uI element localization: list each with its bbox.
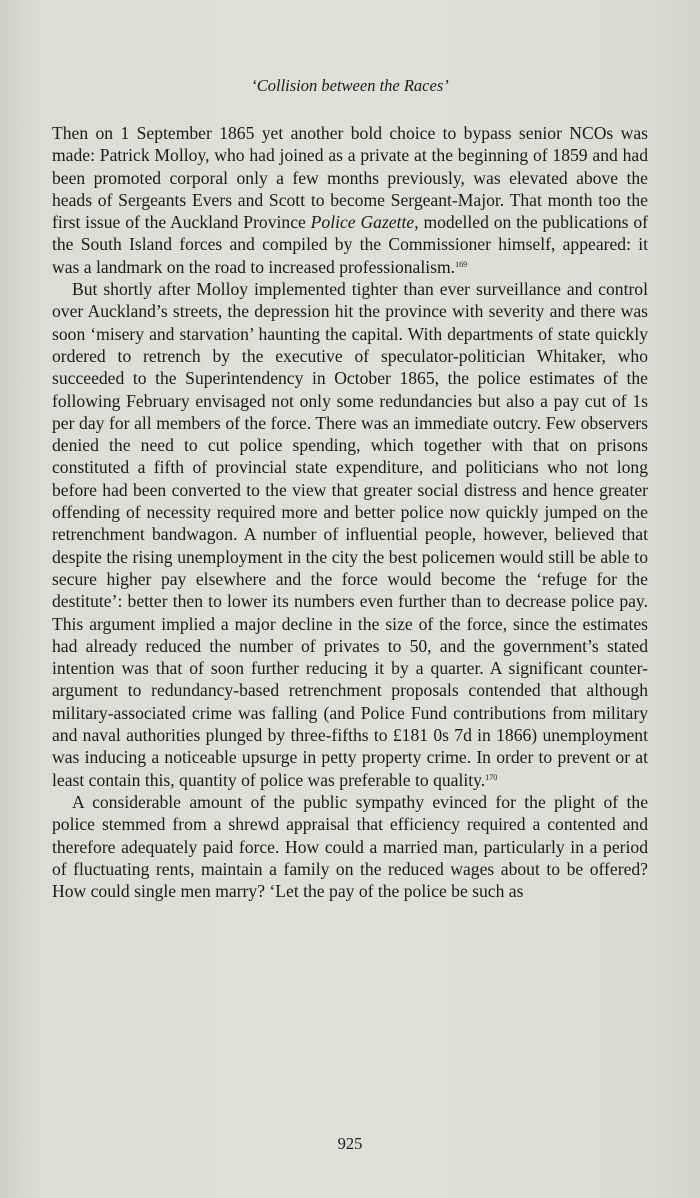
running-head: ‘Collision between the Races’	[251, 76, 449, 95]
text-run: , modelled on the publications of the South Island forces and compiled by the Commissioner himself, appeared: it was a landmark on the road to increased professionalism.	[52, 212, 648, 277]
paragraph-2	[52, 278, 648, 791]
text-run: But shortly after Molloy implemented tighter than ever surveillance and control over Auckland’s streets, the depression hit the province with severity and there was soon ‘misery and starvation’ haunting the capital. With departments of state quickly ordered to retrench by the executive of speculator-politician Whitaker, who succeeded to the Superintendency in October 1865, the police estimates of the following February envisaged not only some redundancies but also a pay cut of 1s per day for all members of the force. There was an immediate outcry. Few observers denied the need to cut police spending, which together with that on prisons constituted a fifth of provincial state expenditure, and politicians who not long before had been converted to the view that greater social distress and hence greater offending of necessity required more and better police now quickly jumped on the retrenchment bandwagon. A number of influential people, however, believed that despite the rising unemployment in the city the best policemen would still be able to secure higher pay elsewhere and the force would become the ‘refuge for the destitute’: better then to lower its numbers even further than to decrease police pay. This argument implied a major decline in the size of the force, since the estimates had already reduced the number of privates to 50, and the government’s stated intention was that of soon further reducing it by a quarter. A significant counter-argument to redundancy-based retrenchment proposals contended that although military-associated crime was falling (and Police Fund contributions from military and naval authorities plunged by three-fifths to £181 0s 7d in 1866) unemployment was inducing a noticeable upsurge in petty property crime. In order to prevent or at least contain this, quantity of police was preferable to quality.	[52, 279, 648, 790]
text-run: Then on 1 September 1865 yet another bold choice to bypass senior NCOs was made: Patrick Molloy, who had joined as a private at the beginning of 1859 and had been promoted corporal only a few months previously, was elevated above the heads of Sergeants Evers and Scott to become Sergeant-Major. That month too the first issue of the Auckland Province	[52, 123, 648, 233]
page-number: 925	[337, 1134, 363, 1153]
paragraph-3	[52, 791, 648, 902]
paragraph-1	[52, 122, 648, 278]
text-run: A considerable amount of the public sympathy evinced for the plight of the police stemmed from a shrewd appraisal that efficiency required a contented and therefore adequately paid force. How could a married man, particularly in a period of fluctuating rents, maintain a family on the reduced wages about to be offered? How could single men marry? ‘Let the pay of the police be such as	[52, 791, 648, 902]
footnote-ref-169: 169	[455, 259, 468, 269]
footnote-ref-170: 170	[485, 772, 498, 782]
gazette-title: Police Gazette	[310, 212, 415, 233]
body-text	[52, 122, 648, 902]
